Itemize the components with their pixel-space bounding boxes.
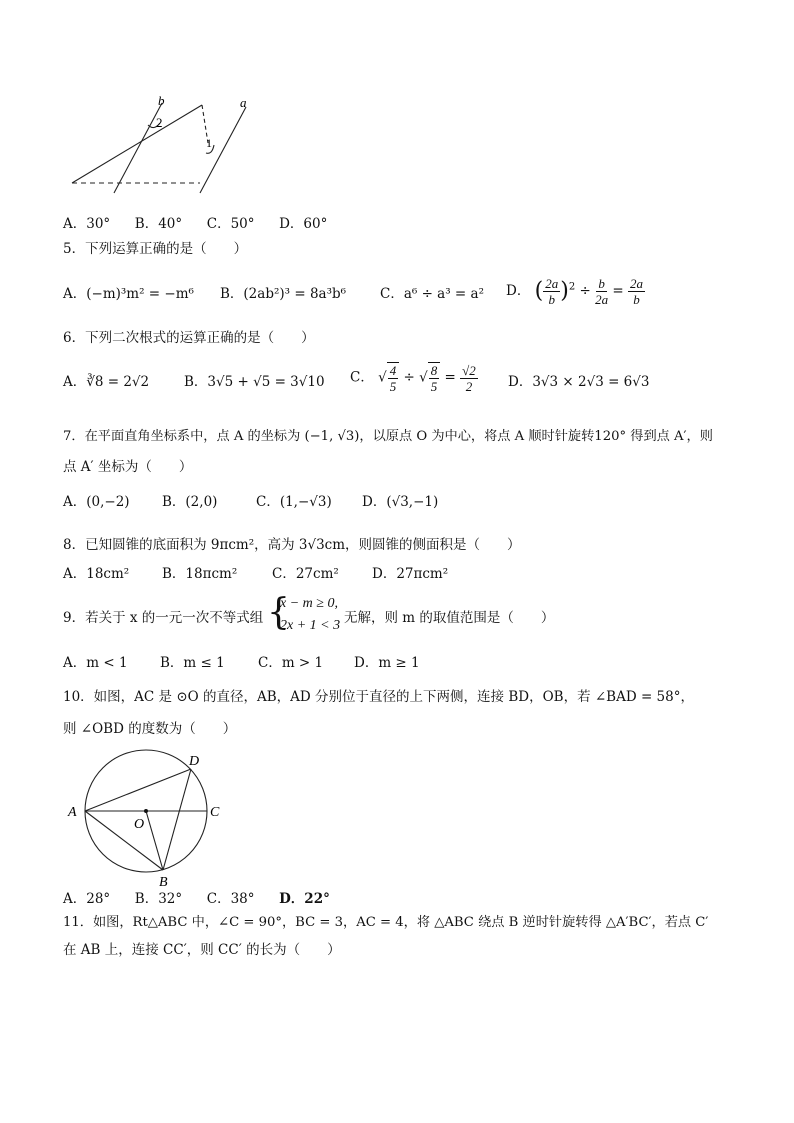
q5-d-frac2-den: 2a <box>595 292 609 307</box>
q11-line1: 11．如图，Rt△ABC 中，∠C = 90°，BC = 3，AC = 4，将 △ABC 绕点 B 逆时针旋转得 △A′BC′，若点 C′ <box>63 915 709 930</box>
q9-stem-pre: 9．若关于 x 的一元一次不等式组 <box>63 610 264 626</box>
q10-option-c: C．38° <box>206 891 255 907</box>
q10-option-d: D．22° <box>279 891 330 907</box>
q6-c-frac2-den: 5 <box>430 379 438 394</box>
q7-line1: 7．在平面直角坐标系中，点 A 的坐标为 (−1, √3)，以原点 O 为中心，将点 A 顺时针旋转120° 得到点 A′，则 <box>63 429 713 444</box>
q7-line2: 点 A′ 坐标为（ ） <box>63 459 193 475</box>
q5-option-d: D． ( $\frac{2a}{b}$ )$^2$ ÷ $\frac{b}{2a}$ = $\frac{2a}{b}$ <box>506 276 643 307</box>
q6-option-b: B．3√5 + √5 = 3√10 <box>184 374 325 390</box>
q6-option-a: A．∛8 = 2√2 <box>63 374 150 390</box>
q9-system-line1: x − m ≥ 0, <box>280 596 338 611</box>
q5-stem: 5．下列运算正确的是（ ） <box>63 241 248 257</box>
q6-c-frac2-num: 8 <box>430 363 438 378</box>
q10-line1: 10．如图，AC 是 ⊙O 的直径，AB，AD 分别位于直径的上下两侧，连接 BD，OB，若 ∠BAD = 58°， <box>63 689 694 705</box>
q10-option-b: B．32° <box>134 891 183 907</box>
q6-stem: 6．下列二次根式的运算正确的是（ ） <box>63 330 315 346</box>
q5-option-b: B．(2ab²)³ = 8a³b⁶ <box>220 286 347 302</box>
q11-line2: 在 AB 上，连接 CC′，则 CC′ 的长为（ ） <box>63 942 341 958</box>
point-b-label: B <box>159 875 168 888</box>
q8-option-d: D．27πcm² <box>372 566 449 582</box>
q5-d-frac3-den: b <box>633 292 640 307</box>
line-a-label: a <box>240 95 247 110</box>
q6-option-d: D．3√3 × 2√3 = 6√3 <box>508 374 650 390</box>
q5-option-a: A．(−m)³m² = −m⁶ <box>63 286 194 302</box>
angle1-label: 1 <box>206 136 212 150</box>
q9-stem-post: 无解，则 m 的取值范围是（ ） <box>344 610 555 626</box>
q5-option-d-label: D． <box>506 283 531 299</box>
q6-c-frac3-num: √2 <box>462 362 476 378</box>
q9-option-b: B．m ≤ 1 <box>160 655 225 671</box>
q5-option-c: C．a⁶ ÷ a³ = a² <box>380 286 484 302</box>
q10-options <box>63 890 330 908</box>
line-b-label: b <box>158 95 165 108</box>
q10-line2: 则 ∠OBD 的度数为（ ） <box>63 721 237 737</box>
q6-option-c: C． √ $\frac{4}{5}$ ÷ √ $\frac{8}{5}$ = $\frac{√2}{2}$ <box>350 362 476 394</box>
q7-option-c: C．(1,−√3) <box>256 494 332 510</box>
q5-d-frac3-num: 2a <box>630 276 643 291</box>
q8-stem: 8．已知圆锥的底面积为 9πcm²，高为 3√3cm，则圆锥的侧面积是（ ） <box>63 537 521 553</box>
q9-option-c: C．m > 1 <box>258 655 324 671</box>
q9-option-d: D．m ≥ 1 <box>354 655 420 671</box>
q7-option-b: B．(2,0) <box>162 494 218 510</box>
q6-c-frac1-num: 4 <box>389 363 397 378</box>
q6-option-c-label: C． <box>350 369 374 386</box>
q4-options <box>63 215 327 233</box>
point-d-label: D <box>189 754 200 769</box>
q4-option-b: B．40° <box>134 216 183 232</box>
q10-option-a: A．28° <box>63 891 111 907</box>
angle2-label: 2 <box>156 115 163 130</box>
q7-option-d: D．(√3,−1) <box>362 494 439 510</box>
q8-option-b: B．18πcm² <box>162 566 238 582</box>
circle-figure <box>62 748 232 888</box>
q9-system-line2: 2x + 1 < 3 <box>280 618 341 633</box>
q9-option-a: A．m < 1 <box>63 655 128 671</box>
q8-option-c: C．27cm² <box>272 566 339 582</box>
q4-option-c: C．50° <box>206 216 255 232</box>
q7-option-a: A．(0,−2) <box>63 494 130 510</box>
point-c-label: C <box>210 805 220 820</box>
q5-d-frac2-num: b <box>598 276 605 291</box>
q6-c-frac1-den: 5 <box>389 379 397 394</box>
parallel-lines-figure <box>60 95 260 195</box>
q4-option-d: D．60° <box>279 216 328 232</box>
point-a-label: A <box>68 805 77 820</box>
point-o-label: O <box>134 817 145 832</box>
q9-brace: { <box>267 592 290 633</box>
q6-c-frac3-den: 2 <box>465 378 473 394</box>
q5-d-frac1-num: 2a <box>545 276 559 291</box>
q5-d-frac1-den: b <box>548 292 555 307</box>
q8-option-a: A．18cm² <box>63 566 130 582</box>
q4-option-a: A．30° <box>63 216 111 232</box>
